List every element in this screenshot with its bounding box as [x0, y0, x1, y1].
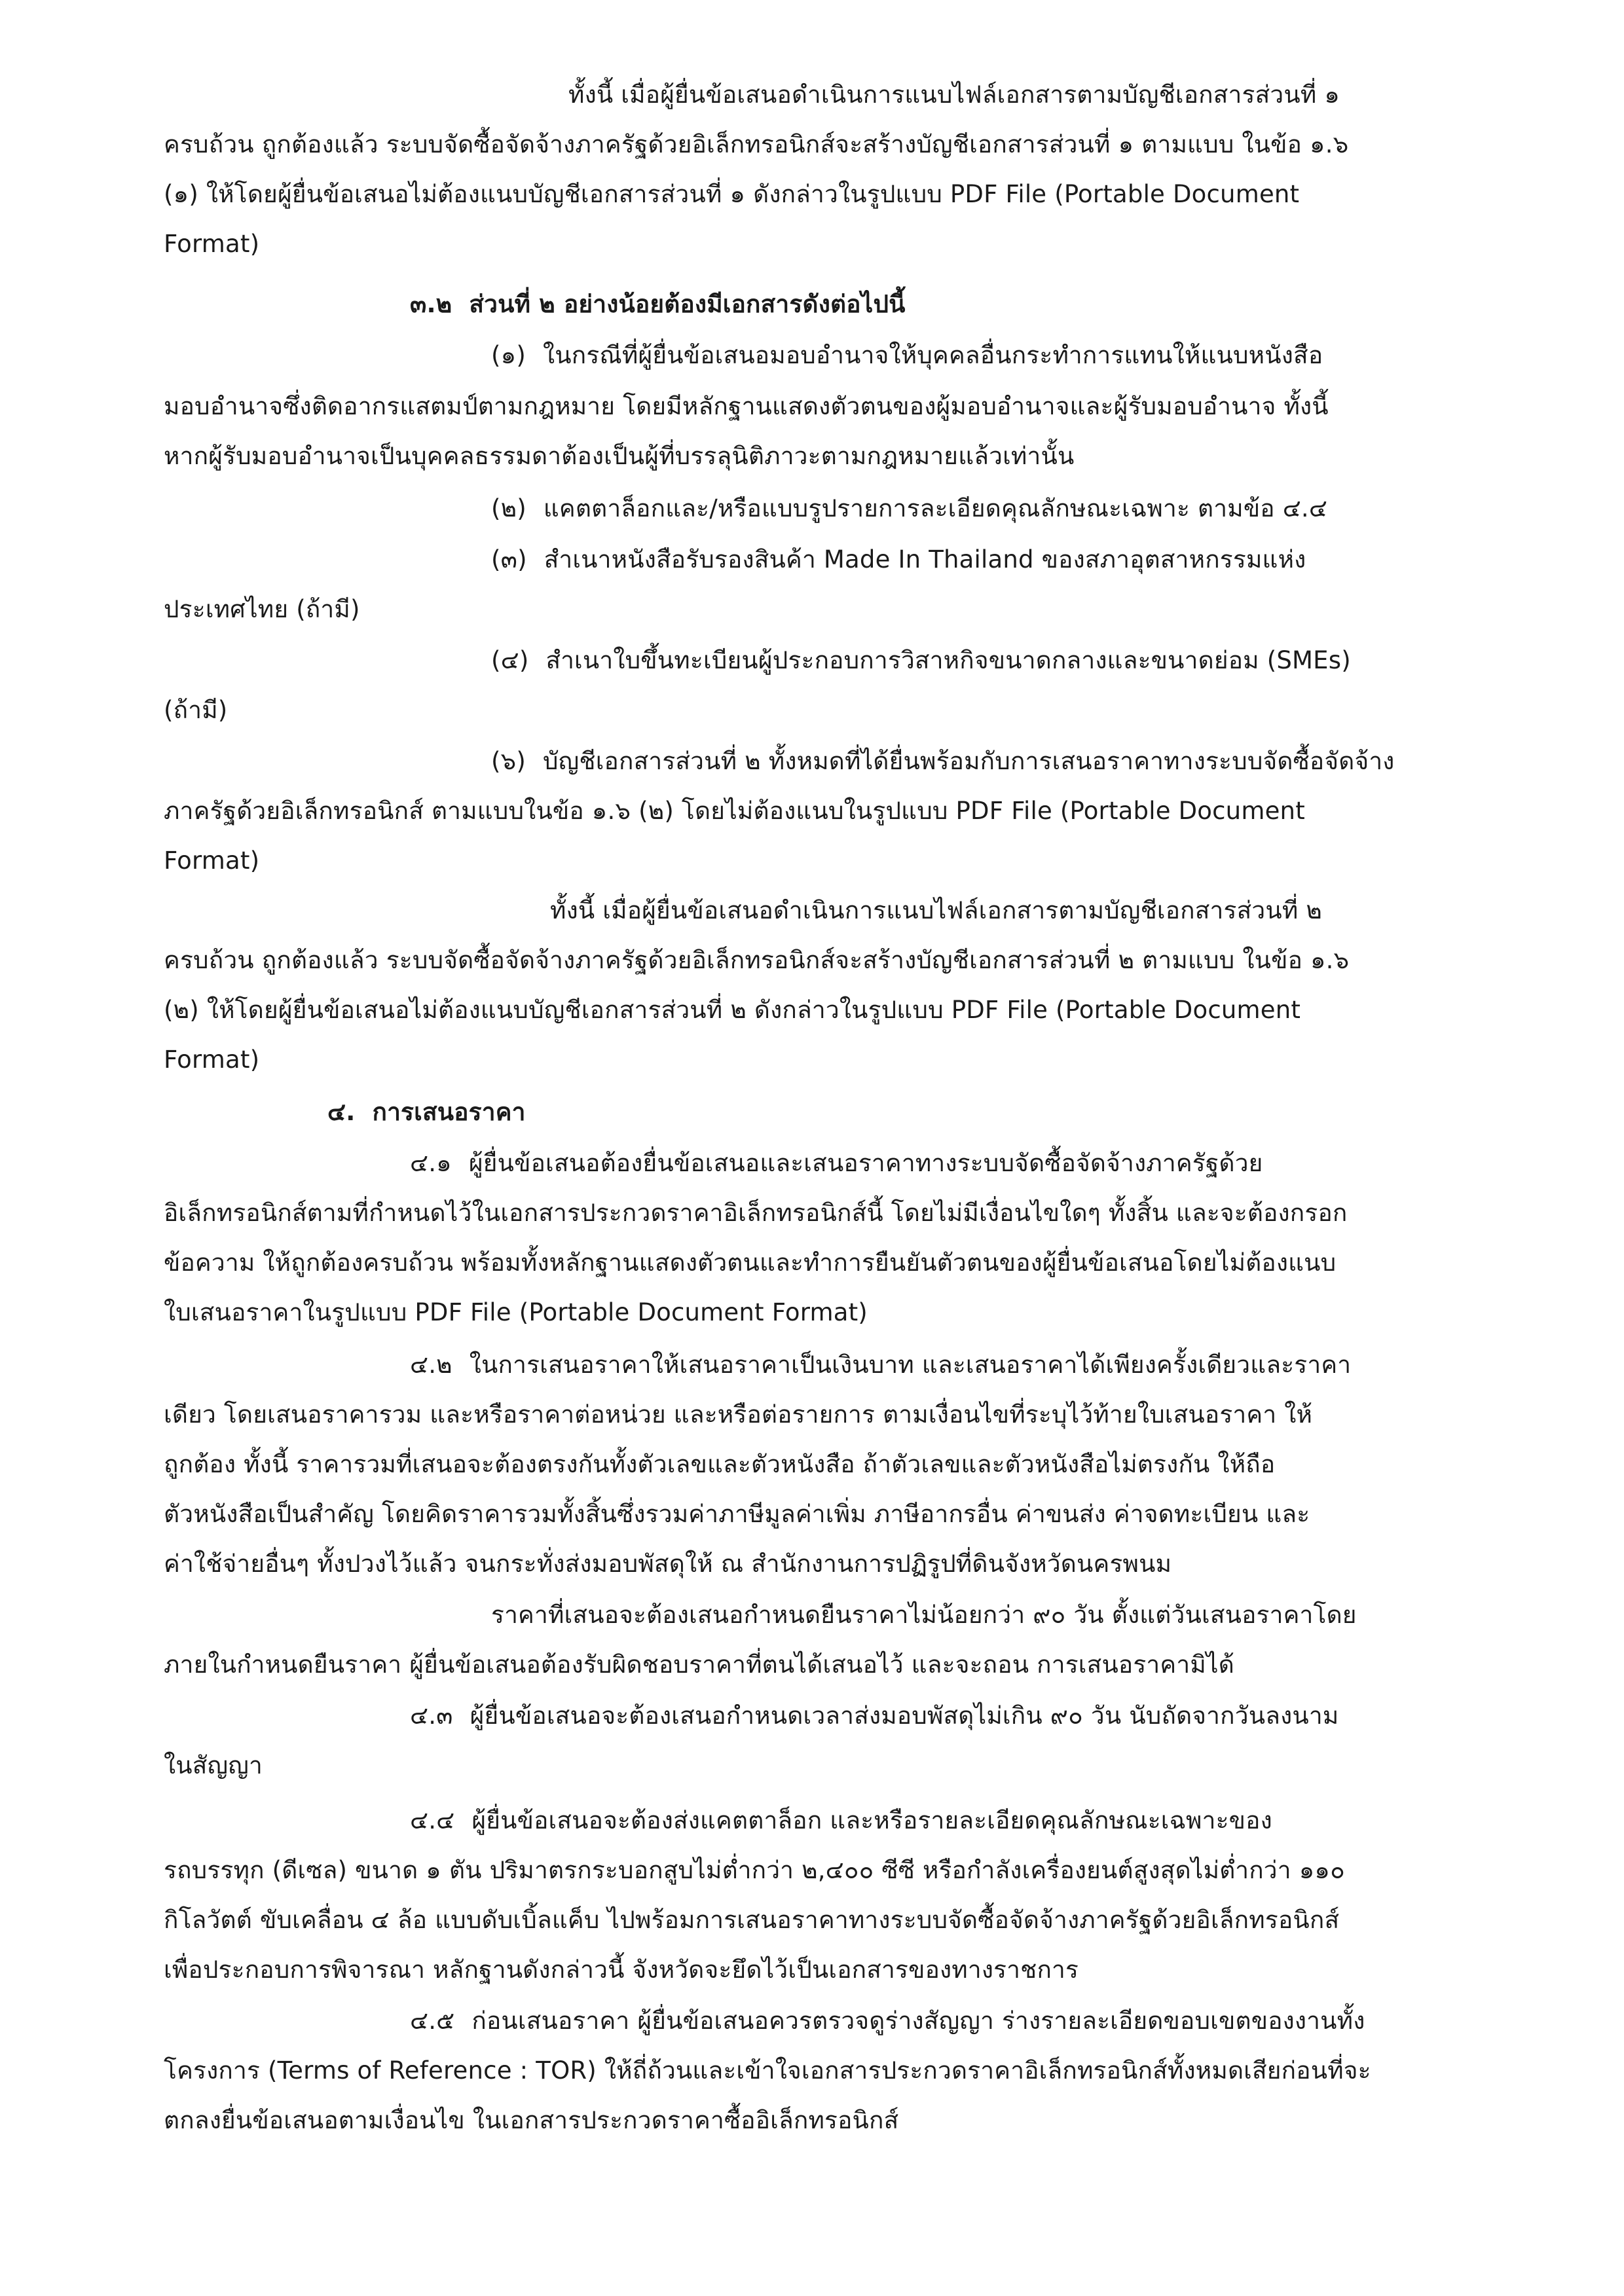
- item-number: ๔.๒: [410, 1351, 452, 1379]
- paragraph-line: เพื่อประกอบการพิจารณา หลักฐานดังกล่าวนี้ จังหวัดจะยึดไว้เป็นเอกสารของทางราชการ: [164, 1956, 1079, 1984]
- paragraph-line: ภาครัฐด้วยอิเล็กทรอนิกส์ ตามแบบในข้อ ๑.๖ (๒) โดยไม่ต้องแนบในรูปแบบ PDF File (Portable Document: [164, 797, 1305, 825]
- section-heading-4: [327, 1096, 526, 1133]
- list-item-line: (๔) สำเนาใบขึ้นทะเบียนผู้ประกอบการวิสาหกิจขนาดกลางและขนาดย่อม (SMEs): [491, 644, 1351, 681]
- paragraph-line: Format): [164, 847, 260, 875]
- paragraph-line: ทั้งนี้ เมื่อผู้ยื่นข้อเสนอดำเนินการแนบไฟล์เอกสารตามบัญชีเอกสารส่วนที่ ๑: [568, 81, 1340, 109]
- list-item-line: (๒) แคตตาล็อกและ/หรือแบบรูปรายการละเอียดคุณลักษณะเฉพาะ ตามข้อ ๔.๔: [491, 492, 1327, 529]
- paragraph-line: กิโลวัตต์ ขับเคลื่อน ๔ ล้อ แบบดับเบิ้ลแค็บ ไปพร้อมการเสนอราคาทางระบบจัดซื้อจัดจ้างภาครัฐด้วยอิเล็กทรอนิกส์: [164, 1906, 1340, 1934]
- section-number: ๔.: [327, 1098, 356, 1126]
- list-item-line: ๔.๔ ผู้ยื่นข้อเสนอจะต้องส่งแคตตาล็อก และหรือรายละเอียดคุณลักษณะเฉพาะของ: [410, 1804, 1272, 1841]
- paragraph-line: (๒) ให้โดยผู้ยื่นข้อเสนอไม่ต้องแนบบัญชีเอกสารส่วนที่ ๒ ดังกล่าวในรูปแบบ PDF File (Portable Document: [164, 996, 1301, 1024]
- item-number: (๒): [491, 494, 526, 522]
- paragraph-line: ครบถ้วน ถูกต้องแล้ว ระบบจัดซื้อจัดจ้างภาครัฐด้วยอิเล็กทรอนิกส์จะสร้างบัญชีเอกสารส่วนที่ ๒ ตามแบบ ในข้อ ๑.๖: [164, 946, 1350, 974]
- paragraph-line: ถูกต้อง ทั้งนี้ ราคารวมที่เสนอจะต้องตรงกันทั้งตัวเลขและตัวหนังสือ ถ้าตัวเลขและตัวหนังสือไม่ตรงกัน ให้ถือ: [164, 1450, 1276, 1478]
- paragraph-line: อิเล็กทรอนิกส์ตามที่กำหนดไว้ในเอกสารประกวดราคาอิเล็กทรอนิกส์นี้ โดยไม่มีเงื่อนไขใดๆ ทั้งสิ้น และจะต้องกรอก: [164, 1199, 1348, 1227]
- paragraph-line: ในสัญญา: [164, 1751, 263, 1779]
- item-number: (๖): [491, 747, 526, 775]
- section-title: ส่วนที่ ๒ อย่างน้อยต้องมีเอกสารดังต่อไปนี้: [469, 290, 906, 318]
- item-number: ๔.๑: [410, 1149, 452, 1177]
- item-number: (๑): [491, 341, 526, 369]
- list-item-line: ๔.๕ ก่อนเสนอราคา ผู้ยื่นข้อเสนอควรตรวจดูร่างสัญญา ร่างรายละเอียดขอบเขตของงานทั้ง: [410, 2005, 1365, 2041]
- paragraph-line: ประเทศไทย (ถ้ามี): [164, 595, 360, 623]
- paragraph-line: ครบถ้วน ถูกต้องแล้ว ระบบจัดซื้อจัดจ้างภาครัฐด้วยอิเล็กทรอนิกส์จะสร้างบัญชีเอกสารส่วนที่ ๑ ตามแบบ ในข้อ ๑.๖: [164, 130, 1349, 158]
- section-number: ๓.๒: [410, 290, 452, 318]
- list-item-line: ๔.๒ ในการเสนอราคาให้เสนอราคาเป็นเงินบาท และเสนอราคาได้เพียงครั้งเดียวและราคา: [410, 1349, 1351, 1385]
- paragraph-line: (๑) ให้โดยผู้ยื่นข้อเสนอไม่ต้องแนบบัญชีเอกสารส่วนที่ ๑ ดังกล่าวในรูปแบบ PDF File (Portable Document: [164, 180, 1300, 208]
- paragraph-line: โครงการ (Terms of Reference : TOR) ให้ถี่ถ้วนและเข้าใจเอกสารประกวดราคาอิเล็กทรอนิกส์ทั้งหมดเสียก่อนที่จะ: [164, 2056, 1371, 2085]
- paragraph-line: ราคาที่เสนอจะต้องเสนอกำหนดยืนราคาไม่น้อยกว่า ๙๐ วัน ตั้งแต่วันเสนอราคาโดย: [491, 1601, 1357, 1629]
- paragraph-line: Format): [164, 230, 260, 258]
- item-number: (๓): [491, 545, 527, 574]
- paragraph-line: รถบรรทุก (ดีเซล) ขนาด ๑ ตัน ปริมาตรกระบอกสูบไม่ต่ำกว่า ๒,๔๐๐ ซีซี หรือกำลังเครื่องยนต์สูงสุดไม่ต่ำกว่า ๑๑๐: [164, 1856, 1345, 1884]
- item-number: ๔.๕: [410, 2007, 455, 2035]
- paragraph-line: ภายในกำหนดยืนราคา ผู้ยื่นข้อเสนอต้องรับผิดชอบราคาที่ตนได้เสนอไว้ และจะถอน การเสนอราคามิได้: [164, 1650, 1234, 1679]
- list-item-line: (๑) ในกรณีที่ผู้ยื่นข้อเสนอมอบอำนาจให้บุคคลอื่นกระทำการแทนให้แนบหนังสือ: [491, 339, 1323, 376]
- section-heading-3-2: [410, 288, 906, 325]
- paragraph-line: ตัวหนังสือเป็นสำคัญ โดยคิดราคารวมทั้งสิ้นซึ่งรวมค่าภาษีมูลค่าเพิ่ม ภาษีอากรอื่น ค่าขนส่ง ค่าจดทะเบียน และ: [164, 1500, 1310, 1528]
- paragraph-line: ตกลงยื่นข้อเสนอตามเงื่อนไข ในเอกสารประกวดราคาซื้ออิเล็กทรอนิกส์: [164, 2106, 899, 2134]
- list-item-line: ๔.๓ ผู้ยื่นข้อเสนอจะต้องเสนอกำหนดเวลาส่งมอบพัสดุไม่เกิน ๙๐ วัน นับถัดจากวันลงนาม: [410, 1700, 1338, 1736]
- paragraph-line: (ถ้ามี): [164, 696, 228, 724]
- paragraph-line: ทั้งนี้ เมื่อผู้ยื่นข้อเสนอดำเนินการแนบไฟล์เอกสารตามบัญชีเอกสารส่วนที่ ๒: [550, 896, 1322, 924]
- paragraph-line: ค่าใช้จ่ายอื่นๆ ทั้งปวงไว้แล้ว จนกระทั่งส่งมอบพัสดุให้ ณ สำนักงานการปฏิรูปที่ดินจังหวัดนครพนม: [164, 1550, 1172, 1578]
- list-item-line: (๖) บัญชีเอกสารส่วนที่ ๒ ทั้งหมดที่ได้ยื่นพร้อมกับการเสนอราคาทางระบบจัดซื้อจัดจ้าง: [491, 745, 1395, 782]
- item-number: (๔): [491, 646, 529, 674]
- item-number: ๔.๓: [410, 1702, 453, 1730]
- paragraph-line: ข้อความ ให้ถูกต้องครบถ้วน พร้อมทั้งหลักฐานแสดงตัวตนและทำการยืนยันตัวตนของผู้ยื่นข้อเสนอโดยไม่ต้องแนบ: [164, 1248, 1337, 1277]
- paragraph-line: Format): [164, 1046, 260, 1074]
- paragraph-line: เดียว โดยเสนอราคารวม และหรือราคาต่อหน่วย และหรือต่อรายการ ตามเงื่อนไขที่ระบุไว้ท้ายใบเสนอราคา ให้: [164, 1400, 1313, 1429]
- paragraph-line: ใบเสนอราคาในรูปแบบ PDF File (Portable Document Format): [164, 1298, 868, 1326]
- list-item-line: (๓) สำเนาหนังสือรับรองสินค้า Made In Thailand ของสภาอุตสาหกรรมแห่ง: [491, 543, 1306, 580]
- list-item-line: ๔.๑ ผู้ยื่นข้อเสนอต้องยื่นข้อเสนอและเสนอราคาทางระบบจัดซื้อจัดจ้างภาครัฐด้วย: [410, 1147, 1263, 1184]
- paragraph-line: หากผู้รับมอบอำนาจเป็นบุคคลธรรมดาต้องเป็นผู้ที่บรรลุนิติภาวะตามกฎหมายแล้วเท่านั้น: [164, 442, 1075, 470]
- paragraph-line: มอบอำนาจซึ่งติดอากรแสตมป์ตามกฎหมาย โดยมีหลักฐานแสดงตัวตนของผู้มอบอำนาจและผู้รับมอบอำนาจ ทั้งนี้: [164, 392, 1329, 420]
- section-title: การเสนอราคา: [372, 1098, 526, 1126]
- item-number: ๔.๔: [410, 1806, 455, 1834]
